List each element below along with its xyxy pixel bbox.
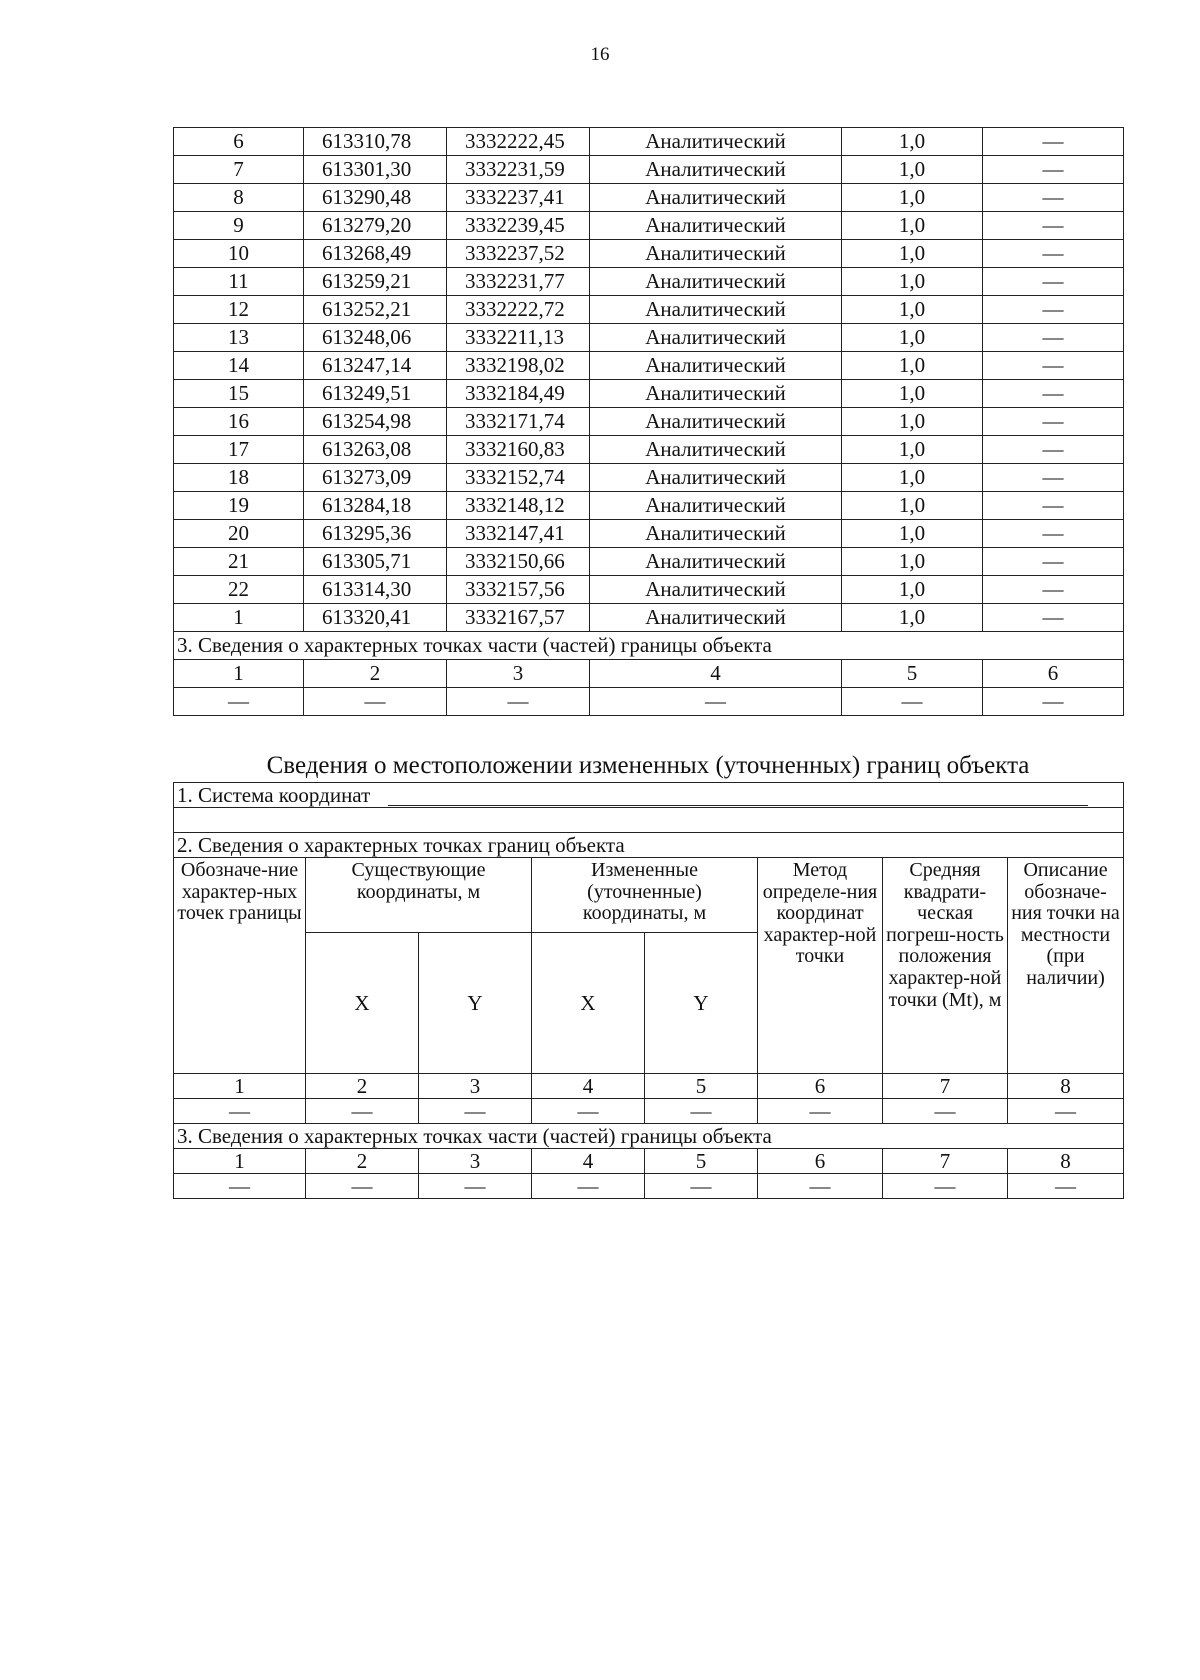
description-cell: — [983, 604, 1124, 632]
x-coordinate-cell: 613305,71 [304, 548, 447, 576]
method-cell: Аналитический [590, 380, 842, 408]
mt-error-cell: 1,0 [842, 212, 983, 240]
header-existing-coords: Существующие координаты, м [306, 858, 532, 933]
point-number-cell: 18 [174, 464, 304, 492]
method-cell: Аналитический [590, 156, 842, 184]
point-number-cell: 13 [174, 324, 304, 352]
description-cell: — [983, 268, 1124, 296]
table-row [174, 156, 1124, 184]
empty-value-cell: — [174, 1099, 306, 1124]
description-cell: — [983, 352, 1124, 380]
mt-error-cell: 1,0 [842, 548, 983, 576]
y-coordinate-cell: 3332148,12 [447, 492, 590, 520]
empty-value-cell: — [1008, 1174, 1124, 1199]
section3-empty-values-row [174, 1174, 1124, 1199]
mt-error-cell: 1,0 [842, 464, 983, 492]
y-coordinate-cell: 3332184,49 [447, 380, 590, 408]
method-cell: Аналитический [590, 324, 842, 352]
y-coordinate-cell: 3332222,45 [447, 128, 590, 156]
x-coordinate-cell: 613248,06 [304, 324, 447, 352]
column-number-cell: 6 [758, 1074, 883, 1099]
table-row [174, 352, 1124, 380]
mt-error-cell: 1,0 [842, 156, 983, 184]
description-cell: — [983, 492, 1124, 520]
x-coordinate-cell: 613301,30 [304, 156, 447, 184]
empty-value-cell: — [758, 1174, 883, 1199]
description-cell: — [983, 464, 1124, 492]
point-number-cell: 21 [174, 548, 304, 576]
x-coordinate-cell: 613279,20 [304, 212, 447, 240]
table-row [174, 408, 1124, 436]
point-number-cell: 9 [174, 212, 304, 240]
column-number-cell: 2 [306, 1149, 419, 1174]
description-cell: — [983, 184, 1124, 212]
mt-error-cell: 1,0 [842, 492, 983, 520]
section2-title-row [174, 833, 1124, 858]
method-cell: Аналитический [590, 576, 842, 604]
description-cell: — [983, 520, 1124, 548]
header-designation: Обозначе-ние характер-ных точек границы [174, 858, 306, 1074]
y-coordinate-cell: 3332237,41 [447, 184, 590, 212]
x-coordinate-cell: 613252,21 [304, 296, 447, 324]
method-cell: Аналитический [590, 240, 842, 268]
x-coordinate-cell: 613249,51 [304, 380, 447, 408]
description-cell: — [983, 576, 1124, 604]
y-coordinate-cell: 3332211,13 [447, 324, 590, 352]
empty-value-cell: — [590, 688, 842, 716]
y-coordinate-cell: 3332152,74 [447, 464, 590, 492]
y-coordinate-cell: 3332237,52 [447, 240, 590, 268]
x-coordinate-cell: 613247,14 [304, 352, 447, 380]
point-number-cell: 15 [174, 380, 304, 408]
description-cell: — [983, 212, 1124, 240]
description-cell: — [983, 380, 1124, 408]
mt-error-cell: 1,0 [842, 604, 983, 632]
table-row [174, 184, 1124, 212]
y-coordinate-cell: 3332167,57 [447, 604, 590, 632]
point-number-cell: 7 [174, 156, 304, 184]
empty-value-cell: — [532, 1174, 645, 1199]
table-row [174, 128, 1124, 156]
description-cell: — [983, 548, 1124, 576]
mt-error-cell: 1,0 [842, 268, 983, 296]
description-cell: — [983, 436, 1124, 464]
column-number-cell: 5 [842, 660, 983, 688]
empty-value-cell: — [532, 1099, 645, 1124]
coordinate-system-cell [174, 783, 1124, 808]
table-row [174, 212, 1124, 240]
method-cell: Аналитический [590, 604, 842, 632]
column-number-cell: 3 [419, 1074, 532, 1099]
table-row [174, 576, 1124, 604]
column-number-cell: 7 [883, 1074, 1008, 1099]
empty-value-cell: — [174, 1174, 306, 1199]
point-number-cell: 6 [174, 128, 304, 156]
header-row-1 [174, 858, 1124, 933]
y-coordinate-cell: 3332231,77 [447, 268, 590, 296]
table-row [174, 296, 1124, 324]
point-number-cell: 19 [174, 492, 304, 520]
column-number-cell: 3 [419, 1149, 532, 1174]
column-numbers-row [174, 1074, 1124, 1099]
point-number-cell: 8 [174, 184, 304, 212]
mt-error-cell: 1,0 [842, 128, 983, 156]
empty-value-cell: — [306, 1099, 419, 1124]
x-coordinate-cell: 613290,48 [304, 184, 447, 212]
x-coordinate-cell: 613295,36 [304, 520, 447, 548]
y-coordinate-cell: 3332171,74 [447, 408, 590, 436]
description-cell: — [983, 156, 1124, 184]
column-number-cell: 6 [758, 1149, 883, 1174]
method-cell: Аналитический [590, 408, 842, 436]
table-row [174, 240, 1124, 268]
section2-title: 2. Сведения о характерных точках границ объекта [174, 833, 1124, 858]
method-cell: Аналитический [590, 492, 842, 520]
coordinate-system-label: 1. Система координат [177, 782, 371, 807]
table-row [174, 380, 1124, 408]
y-coordinate-cell: 3332150,66 [447, 548, 590, 576]
empty-value-cell: — [883, 1099, 1008, 1124]
description-cell: — [983, 128, 1124, 156]
section3-column-numbers-row [174, 1149, 1124, 1174]
point-number-cell: 20 [174, 520, 304, 548]
boundary-points-table [173, 127, 1124, 716]
table-row [174, 324, 1124, 352]
y-coordinate-cell: 3332147,41 [447, 520, 590, 548]
method-cell: Аналитический [590, 464, 842, 492]
x-coordinate-cell: 613284,18 [304, 492, 447, 520]
header-description: Описание обозначе-ния точки на местности (при наличии) [1008, 858, 1124, 1074]
header-changed-x: X [532, 933, 645, 1074]
section3-empty-values-row [174, 688, 1124, 716]
x-coordinate-cell: 613268,49 [304, 240, 447, 268]
coordinate-system-row [174, 783, 1124, 808]
table-row [174, 520, 1124, 548]
section3-column-numbers-row [174, 660, 1124, 688]
column-number-cell: 5 [645, 1149, 758, 1174]
method-cell: Аналитический [590, 520, 842, 548]
section3-title-row [174, 632, 1124, 660]
header-changed-coords: Измененные (уточненные) координаты, м [532, 858, 758, 933]
empty-value-cell: — [645, 1099, 758, 1124]
mt-error-cell: 1,0 [842, 576, 983, 604]
column-number-cell: 1 [174, 1149, 306, 1174]
column-number-cell: 8 [1008, 1074, 1124, 1099]
mt-error-cell: 1,0 [842, 184, 983, 212]
spacer-row [174, 808, 1124, 833]
table-row [174, 492, 1124, 520]
description-cell: — [983, 324, 1124, 352]
mt-error-cell: 1,0 [842, 352, 983, 380]
y-coordinate-cell: 3332157,56 [447, 576, 590, 604]
empty-value-cell: — [842, 688, 983, 716]
x-coordinate-cell: 613263,08 [304, 436, 447, 464]
column-number-cell: 4 [532, 1074, 645, 1099]
mt-error-cell: 1,0 [842, 296, 983, 324]
mt-error-cell: 1,0 [842, 240, 983, 268]
method-cell: Аналитический [590, 436, 842, 464]
x-coordinate-cell: 613259,21 [304, 268, 447, 296]
mt-error-cell: 1,0 [842, 380, 983, 408]
empty-value-cell: — [645, 1174, 758, 1199]
y-coordinate-cell: 3332198,02 [447, 352, 590, 380]
column-number-cell: 4 [532, 1149, 645, 1174]
x-coordinate-cell: 613273,09 [304, 464, 447, 492]
y-coordinate-cell: 3332160,83 [447, 436, 590, 464]
point-number-cell: 11 [174, 268, 304, 296]
spacer-cell [174, 808, 1124, 833]
column-number-cell: 2 [306, 1074, 419, 1099]
mt-error-cell: 1,0 [842, 408, 983, 436]
mt-error-cell: 1,0 [842, 324, 983, 352]
table-row [174, 548, 1124, 576]
header-existing-x: X [306, 933, 419, 1074]
header-mt: Средняя квадрати-ческая погреш-ность положения характер-ной точки (Mt), м [883, 858, 1008, 1074]
y-coordinate-cell: 3332222,72 [447, 296, 590, 324]
changed-boundaries-table [173, 782, 1124, 1199]
point-number-cell: 17 [174, 436, 304, 464]
method-cell: Аналитический [590, 268, 842, 296]
method-cell: Аналитический [590, 184, 842, 212]
empty-value-cell: — [758, 1099, 883, 1124]
table-row [174, 604, 1124, 632]
empty-value-cell: — [306, 1174, 419, 1199]
empty-value-cell: — [304, 688, 447, 716]
description-cell: — [983, 408, 1124, 436]
point-number-cell: 16 [174, 408, 304, 436]
point-number-cell: 22 [174, 576, 304, 604]
header-method: Метод определе-ния координат характер-ной точки [758, 858, 883, 1074]
mt-error-cell: 1,0 [842, 520, 983, 548]
point-number-cell: 14 [174, 352, 304, 380]
y-coordinate-cell: 3332239,45 [447, 212, 590, 240]
section3-title: 3. Сведения о характерных точках части (частей) границы объекта [174, 632, 1124, 660]
empty-value-cell: — [447, 688, 590, 716]
coordinate-system-blank [388, 789, 1088, 806]
x-coordinate-cell: 613320,41 [304, 604, 447, 632]
mt-error-cell: 1,0 [842, 436, 983, 464]
column-number-cell: 1 [174, 660, 304, 688]
description-cell: — [983, 296, 1124, 324]
empty-value-cell: — [883, 1174, 1008, 1199]
point-number-cell: 12 [174, 296, 304, 324]
column-number-cell: 3 [447, 660, 590, 688]
table-row [174, 268, 1124, 296]
section3-title: 3. Сведения о характерных точках части (частей) границы объекта [174, 1124, 1124, 1149]
page-number: 16 [590, 44, 610, 65]
empty-value-cell: — [419, 1099, 532, 1124]
point-number-cell: 1 [174, 604, 304, 632]
column-number-cell: 2 [304, 660, 447, 688]
column-number-cell: 6 [983, 660, 1124, 688]
column-number-cell: 5 [645, 1074, 758, 1099]
x-coordinate-cell: 613314,30 [304, 576, 447, 604]
empty-value-cell: — [174, 688, 304, 716]
method-cell: Аналитический [590, 212, 842, 240]
column-number-cell: 4 [590, 660, 842, 688]
column-number-cell: 1 [174, 1074, 306, 1099]
section3-title-row [174, 1124, 1124, 1149]
method-cell: Аналитический [590, 128, 842, 156]
header-changed-y: Y [645, 933, 758, 1074]
empty-value-cell: — [1008, 1099, 1124, 1124]
column-number-cell: 8 [1008, 1149, 1124, 1174]
changed-boundaries-heading: Сведения о местоположении измененных (уточненных) границ объекта [266, 752, 1030, 779]
method-cell: Аналитический [590, 548, 842, 576]
description-cell: — [983, 240, 1124, 268]
x-coordinate-cell: 613254,98 [304, 408, 447, 436]
method-cell: Аналитический [590, 296, 842, 324]
x-coordinate-cell: 613310,78 [304, 128, 447, 156]
table-row [174, 436, 1124, 464]
method-cell: Аналитический [590, 352, 842, 380]
empty-values-row [174, 1099, 1124, 1124]
column-number-cell: 7 [883, 1149, 1008, 1174]
empty-value-cell: — [419, 1174, 532, 1199]
header-existing-y: Y [419, 933, 532, 1074]
point-number-cell: 10 [174, 240, 304, 268]
y-coordinate-cell: 3332231,59 [447, 156, 590, 184]
empty-value-cell: — [983, 688, 1124, 716]
table-row [174, 464, 1124, 492]
